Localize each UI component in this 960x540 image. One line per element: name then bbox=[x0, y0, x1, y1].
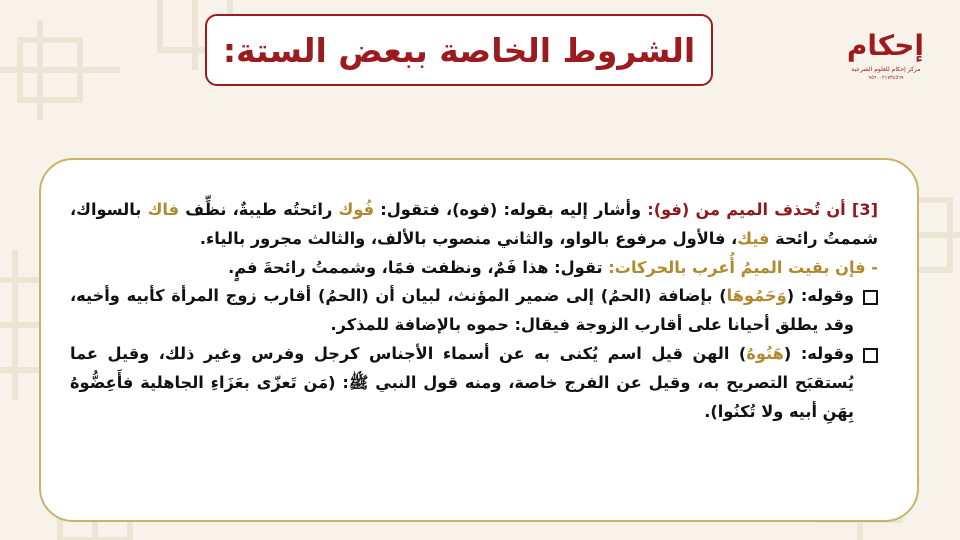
item-text: ، فالأول مرفوع بالواو، والثاني منصوب بالألف، والثالث مجرور بالياء. bbox=[199, 228, 738, 248]
highlight-word: هَنُوهُ bbox=[746, 343, 784, 363]
item-number: [3] bbox=[851, 200, 878, 219]
note-lead: - فإن بقيت الميمُ أُعرب بالحركات: bbox=[608, 257, 878, 277]
note-line bbox=[70, 254, 878, 283]
page-title: الشروط الخاصة ببعض الستة: bbox=[222, 30, 696, 70]
note-text: تقول: هذا فَمٌ، ونظفت فمًا، وشممتُ رائحةَ فمٍ. bbox=[228, 257, 609, 277]
content-body bbox=[70, 196, 878, 426]
highlight-word: فُوك bbox=[338, 200, 375, 219]
logo-subtitle: مركز إحكام للعلوم الشرعية bbox=[851, 66, 921, 73]
checkbox-bullet-icon bbox=[863, 290, 878, 305]
highlight-word: فيك bbox=[737, 228, 770, 248]
title-box bbox=[205, 14, 713, 86]
bullet-item bbox=[70, 282, 878, 340]
item-text: رائحتُه طيبةٌ، نظِّف bbox=[179, 200, 339, 219]
logo-phone: ٩٥٦٠٠٢١٧٣٤٥٦٩ bbox=[868, 75, 904, 81]
highlight-word: فاك bbox=[147, 200, 180, 219]
bullet-text: وقوله: (وَحَمُوهَا) بإضافة (الحمُ) إلى ضمير المؤنث، لبيان أن (الحمُ) أقارب زوج المرأة كأبيه وأخيه، وقد يطلق أحيانا على أقارب الزوجة فيقال: حموه بالإضافة للمذكر. bbox=[70, 286, 854, 335]
bullet-item bbox=[70, 340, 878, 426]
checkbox-bullet-icon bbox=[863, 348, 878, 363]
logo bbox=[848, 28, 924, 88]
highlight-word: وَحَمُوهَا bbox=[726, 286, 787, 306]
logo-name: إحكام bbox=[846, 29, 924, 62]
item-heading: أن تُحذف الميم من (فو): bbox=[647, 200, 846, 219]
bullet-text: وقوله: (هَنُوهُ) الهن قيل اسم يُكنى به عن أسماء الأجناس كرجل وفرس وغير ذلك، وقيل عما يُستقبَح التصريح به، وقيل عن الفرج خاصة، ومنه قول النبي ﷺ: (مَن تَعزّى بعَزَاءِ الجاهلية فأَعِضُّوهُ بِهَنِ أبيه ولا تُكنُوا). bbox=[70, 343, 855, 421]
item-text: بالسواك، شممتُ رائحة bbox=[70, 200, 878, 248]
item-text: وأشار إليه بقوله: (فوه)، فتقول: bbox=[374, 200, 648, 219]
item-3 bbox=[70, 196, 878, 254]
